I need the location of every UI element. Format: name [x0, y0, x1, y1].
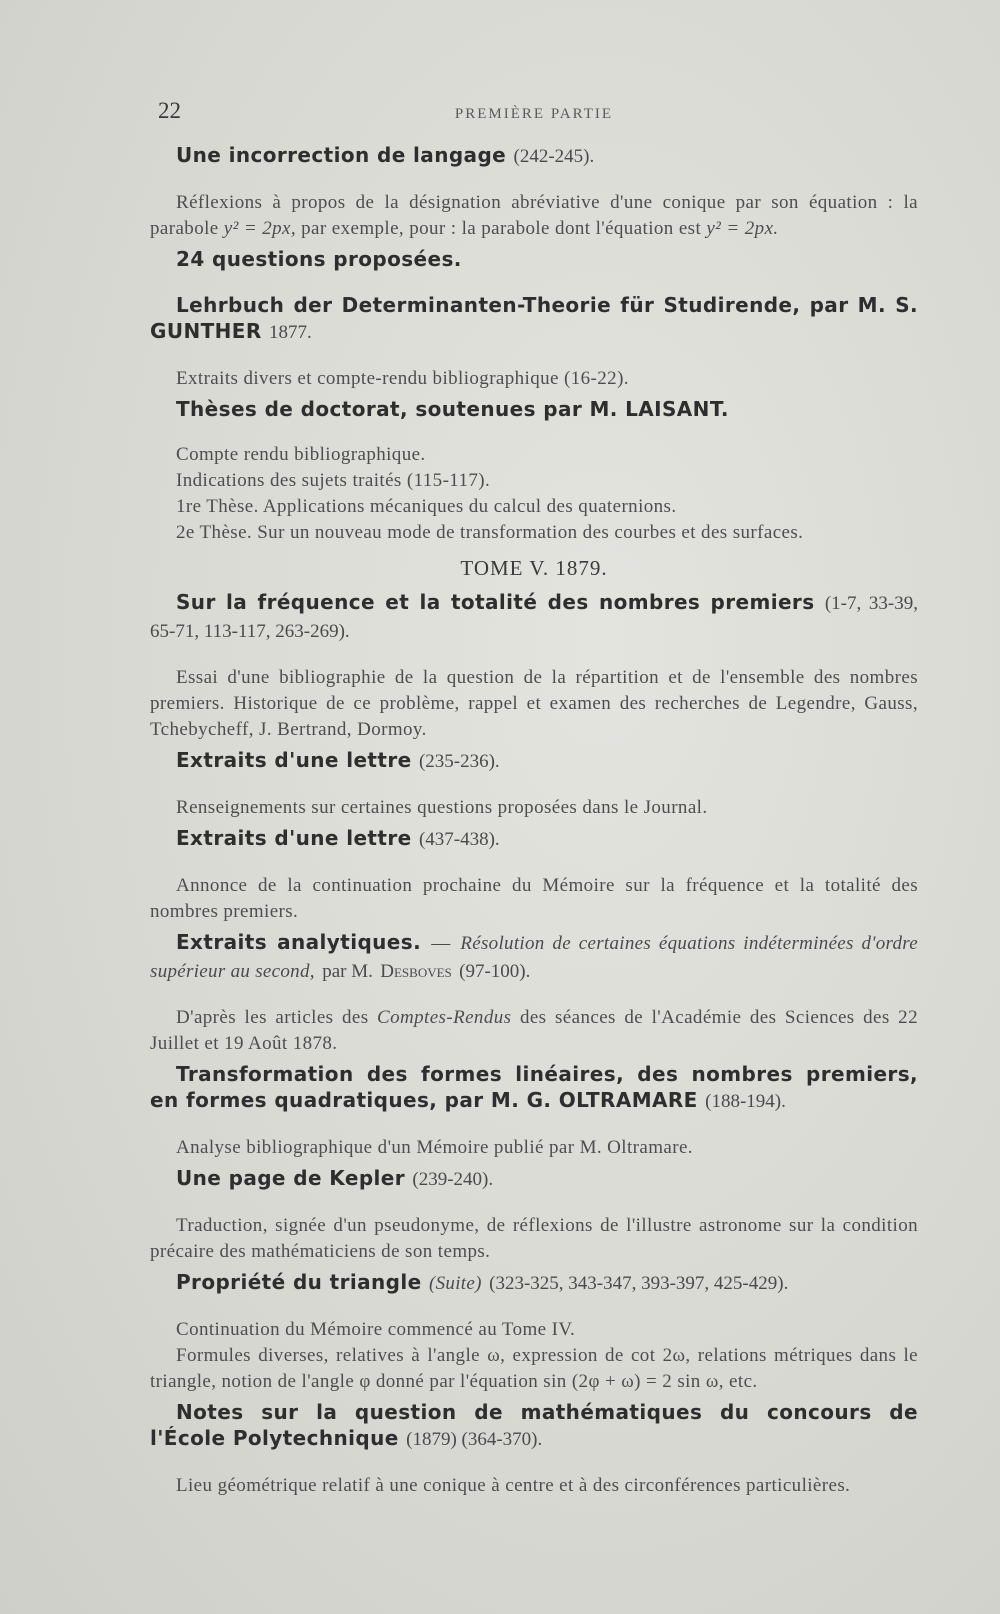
entry-description: Réflexions à propos de la désignation abréviative d'une conique par son équation : la parabole y² = 2px, par exemple, pour : la parabole dont l'équation est y² = 2px.	[150, 192, 918, 239]
entry-description-line: 1re Thèse. Applications mécaniques du calcul des quaternions.	[176, 496, 677, 517]
tome-heading: TOME V. 1879.	[460, 556, 608, 580]
entry-description: Analyse bibliographique d'un Mémoire publié par M. Oltramare.	[176, 1137, 693, 1158]
entry-extraits-analytiques	[150, 929, 918, 1057]
entry-description: Traduction, signée d'un pseudonyme, de réflexions de l'illustre astronome sur la condition précaire des mathématiciens de son temps.	[150, 1215, 918, 1262]
entry-description: Essai d'une bibliographie de la question de la répartition et de l'ensemble des nombres premiers. Historique de ce problème, rappel et examen des recherches de Legendre, Gauss, Tchebycheff, J. Bertrand, Dormoy.	[150, 667, 918, 740]
document-page	[150, 98, 918, 1498]
entry-description-line: Indications des sujets traités (115-117).	[176, 470, 491, 491]
entry-description: D'après les articles des Comptes-Rendus des séances de l'Académie des Sciences des 22 Juillet et 19 Août 1878.	[150, 1007, 918, 1054]
entry-notes-polytechnique	[150, 1399, 918, 1499]
page-number: 22	[158, 98, 181, 123]
entry-frequence	[150, 589, 918, 743]
entry-title: Extraits d'une lettre (235-236).	[176, 748, 500, 772]
entry-extraits-lettre-1	[150, 747, 918, 821]
entry-title: Une incorrection de langage (242-245).	[176, 143, 595, 167]
entry-transformation	[150, 1061, 918, 1161]
entry-description: Annonce de la continuation prochaine du Mémoire sur la fréquence et la totalité des nombres premiers.	[150, 875, 918, 922]
entry-title: Propriété du triangle (Suite) (323-325, 343-347, 393-397, 425-429).	[176, 1270, 789, 1294]
entry-description-line: 2e Thèse. Sur un nouveau mode de transformation des courbes et des surfaces.	[176, 522, 804, 543]
entry-description: Extraits divers et compte-rendu bibliographique (16-22).	[176, 368, 629, 389]
entry-triangle	[150, 1269, 918, 1395]
entry-title: Sur la fréquence et la totalité des nombres premiers (1-7, 33-39, 65-71, 113-117, 263-269).	[150, 590, 918, 642]
entry-lehrbuch	[150, 292, 918, 392]
entry-questions	[150, 246, 918, 272]
entry-theses	[150, 396, 918, 546]
entry-title: Une page de Kepler (239-240).	[176, 1166, 494, 1190]
entry-kepler	[150, 1165, 918, 1265]
entry-title: Lehrbuch der Determinanten-Theorie für Studirende, par M. S. GUNTHER 1877.	[150, 293, 918, 343]
entry-title: Thèses de doctorat, soutenues par M. LAISANT.	[176, 397, 729, 421]
entry-title: Extraits d'une lettre (437-438).	[176, 826, 500, 850]
entry-description-line: Continuation du Mémoire commencé au Tome IV.	[176, 1319, 576, 1340]
entry-description: Lieu géométrique relatif à une conique à centre et à des circonférences particulières.	[176, 1475, 851, 1496]
running-head: PREMIÈRE PARTIE	[454, 106, 614, 122]
entry-title: Notes sur la question de mathématiques du concours de l'École Polytechnique (1879) (364-370).	[150, 1400, 918, 1450]
entry-title: Transformation des formes linéaires, des nombres premiers, en formes quadratiques, par M. G. OLTRAMARE (188-194).	[150, 1062, 918, 1112]
page-header	[150, 98, 918, 138]
entry-title: Extraits analytiques. — Résolution de certaines équations indéterminées d'ordre supérieur au second, par M. Desboves (97-100).	[150, 930, 919, 982]
entry-title: 24 questions proposées.	[176, 247, 462, 271]
entry-description: Renseignements sur certaines questions proposées dans le Journal.	[176, 797, 708, 818]
entry-description-line: Compte rendu bibliographique.	[176, 444, 426, 465]
entry-incorrection	[150, 142, 918, 242]
entry-description-line: Formules diverses, relatives à l'angle ω, expression de cot 2ω, relations métriques dans le triangle, notion de l'angle φ donné par l'équation sin (2φ + ω) = 2 sin ω, etc.	[150, 1345, 918, 1392]
entry-extraits-lettre-2	[150, 825, 918, 925]
